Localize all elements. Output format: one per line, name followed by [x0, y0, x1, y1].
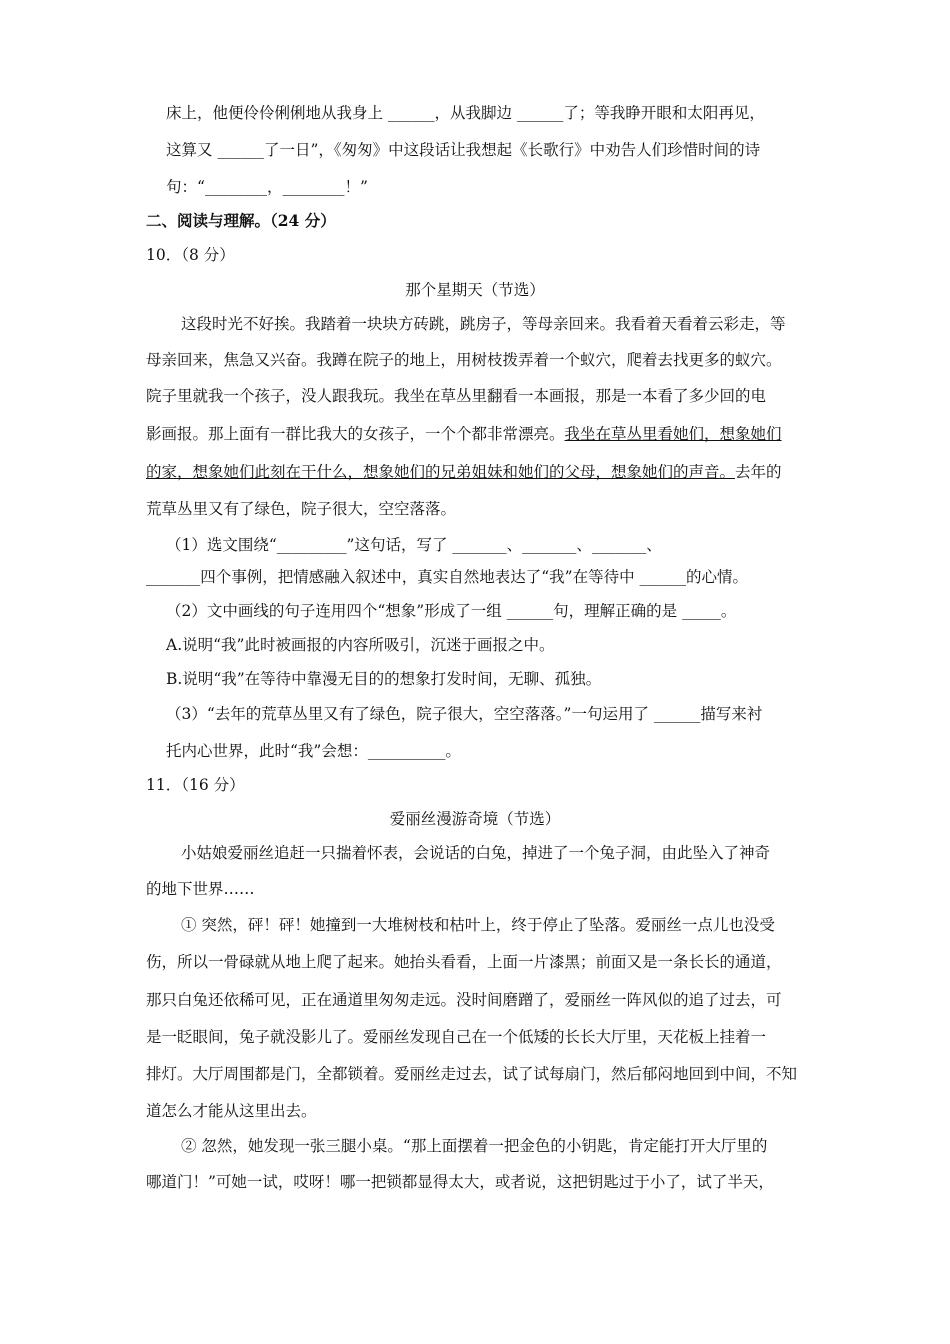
text: 。: [720, 602, 737, 620]
answer-blank[interactable]: _____: [682, 602, 721, 620]
underlined-sentence: 我坐在草丛里看她们，想象她们: [564, 425, 782, 443]
sub-question-1-cont: [146, 567, 748, 587]
q9-line-2: [166, 140, 760, 160]
answer-blank[interactable]: ______: [516, 104, 564, 122]
passage-line: 的地下世界……: [146, 880, 255, 898]
underlined-sentence: 的家，想象她们此刻在干什么，想象她们的兄弟姐妹和她们的父母，想象她们的声音。: [146, 463, 736, 481]
passage-line: 那只白兔还依稀可见，正在通道里匆匆走远。没时间磨蹭了，爱丽丝一阵风似的追了过去，可: [146, 991, 782, 1009]
sub-question-3: [166, 704, 762, 724]
section-heading: 二、阅读与理解。（24 分）: [146, 211, 336, 230]
answer-blank[interactable]: ________: [204, 178, 267, 196]
passage-line: 伤，所以一骨碌就从地上爬了起来。她抬头看看，上面一片漆黑；前面又是一条长长的通道，: [146, 953, 782, 971]
option-b[interactable]: B.说明“我”在等待中靠漫无目的的想象打发时间，无聊、孤独。: [166, 670, 602, 688]
sub-question-2: [166, 601, 736, 621]
text: 了一日”，《匆匆》中这段话让我想起《长歌行》中劝告人们珍惜时间的诗: [263, 141, 761, 159]
sub-question-3-cont: [166, 741, 461, 761]
text: 、: [646, 536, 662, 554]
text: 、: [506, 536, 523, 554]
option-a[interactable]: A.说明“我”此时被画报的内容所吸引，沉迷于画报之中。: [166, 636, 555, 654]
text: 、: [576, 536, 592, 554]
passage-line: 哪道门！”可她一试，哎呀！哪一把锁都显得太大，或者说，这把钥匙过于小了，试了半天，: [146, 1173, 774, 1191]
passage-line: 是一眨眼间，兔子就没影儿了。爱丽丝发现自己在一个低矮的长长大厅里，天花板上挂着一: [146, 1028, 767, 1046]
question-number: 11．（16 分）: [146, 776, 245, 794]
answer-blank[interactable]: _________: [276, 536, 347, 554]
passage-line: [146, 424, 782, 444]
q9-line-3: [166, 177, 368, 197]
passage-line: 排灯。大厅周围都是门，全都锁着。爱丽丝走过去，试了试每扇门，然后郁闷地回到中间，不知: [146, 1065, 798, 1083]
answer-blank[interactable]: ______: [653, 705, 701, 723]
text: 影画报。那上面有一群比我大的女孩子，一个个都非常漂亮。: [146, 425, 565, 443]
text: 了；等我睁开眼和太阳再见，: [563, 104, 765, 122]
question-number: 10．（8 分）: [146, 246, 235, 264]
passage-line: [146, 462, 782, 482]
answer-blank[interactable]: _______: [591, 536, 647, 554]
passage-line: 荒草丛里又有了绿色，院子很大，空空落落。: [146, 500, 457, 518]
text: （1）选文围绕“: [166, 536, 277, 554]
passage-line: 这段时光不好挨。我踏着一块块方砖跳，跳房子，等母亲回来。我看着天看着云彩走，等: [181, 315, 786, 333]
passage-line: ① 突然，砰！砰！她撞到一大堆树枝和枯叶上，终于停止了坠落。爱丽丝一点儿也没受: [181, 916, 775, 934]
answer-blank[interactable]: _______: [452, 536, 507, 554]
text: 描写来衬: [700, 705, 763, 723]
text: ，从我脚边: [434, 104, 517, 122]
passage-line: 小姑娘爱丽丝追赶一只揣着怀表，会说话的白兔，掉进了一个兔子洞，由此坠入了神奇: [181, 844, 771, 862]
text: ”这句话，写了: [346, 536, 453, 554]
passage-line: ② 忽然，她发现一张三腿小桌。“那上面摆着一把金色的小钥匙，肯定能打开大厅里的: [181, 1137, 768, 1155]
text: 句，理解正确的是: [553, 602, 683, 620]
text: 四个事例，把情感融入叙述中，真实自然地表达了“我”在等待中: [200, 568, 640, 586]
passage-line: 院子里就我一个孩子，没人跟我玩。我坐在草丛里翻看一本画报，那是一本看了多少回的电: [146, 387, 767, 405]
answer-blank[interactable]: __________: [367, 742, 446, 760]
passage-line: 道怎么才能从这里出去。: [146, 1102, 317, 1120]
answer-blank[interactable]: ______: [639, 568, 687, 586]
passage-title: 爱丽丝漫游奇境（节选）: [389, 810, 561, 828]
passage-line: 母亲回来，焦急又兴奋。我蹲在院子的地上，用树枝拨弄着一个蚁穴，爬着去找更多的蚁穴。: [146, 351, 782, 369]
text: 句：“: [166, 178, 205, 196]
q9-line-1: [166, 103, 765, 123]
text: ！”: [344, 178, 368, 196]
answer-blank[interactable]: ______: [217, 141, 264, 159]
answer-blank[interactable]: ________: [282, 178, 345, 196]
answer-blank[interactable]: _______: [522, 536, 577, 554]
text: 床上，他便伶伶俐俐地从我身上: [166, 104, 388, 122]
answer-blank[interactable]: _______: [146, 568, 201, 586]
sub-question-1: [166, 535, 662, 555]
text: 。: [445, 742, 461, 760]
text: 去年的: [735, 463, 782, 481]
text: 托内心世界，此时“我”会想：: [166, 742, 368, 760]
text: 这算又: [166, 141, 218, 159]
answer-blank[interactable]: ______: [506, 602, 554, 620]
answer-blank[interactable]: ______: [387, 104, 435, 122]
passage-title: 那个星期天（节选）: [405, 281, 545, 299]
text: 的心情。: [686, 568, 749, 586]
text: （3）“去年的荒草丛里又有了绿色，院子很大，空空落落。”一句运用了: [166, 705, 654, 723]
text: （2）文中画线的句子连用四个“想象”形成了一组: [166, 602, 507, 620]
text: ，: [266, 178, 283, 196]
